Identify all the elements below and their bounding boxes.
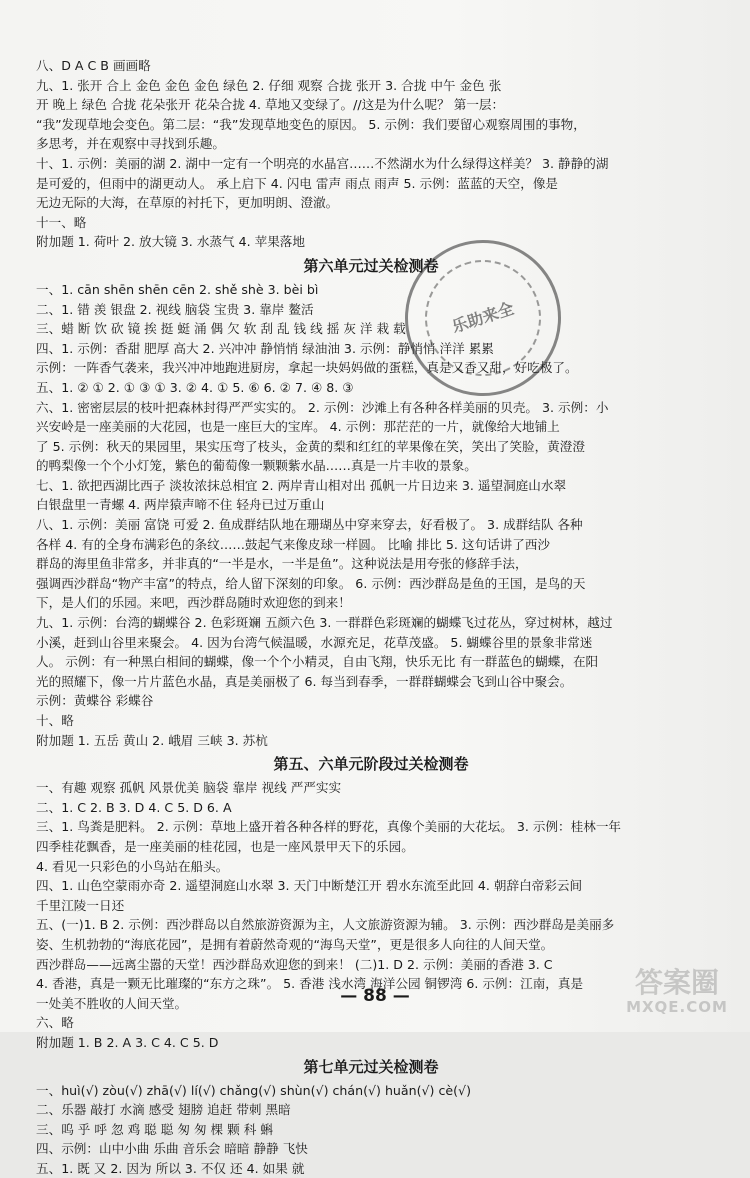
answer-line: 二、乐器 敲打 水滴 感受 翅膀 追赶 带刺 黑暗 <box>36 1100 706 1120</box>
stamp-text: 乐助来全 <box>410 245 556 391</box>
answer-line: 六、略 <box>36 1013 706 1033</box>
answer-line: 一、有趣 观察 孤帆 风景优美 脑袋 靠岸 视线 严严实实 <box>36 778 706 798</box>
answer-line: 一处美不胜收的人间天堂。 <box>36 994 706 1014</box>
answer-line: 4. 香港，真是一颗无比璀璨的“东方之珠”。 5. 香港 浅水湾 海洋公园 铜锣湾 6. 示例：江南，真是 <box>36 974 706 994</box>
answer-line: 三、蜡 断 饮 砍 镜 挨 挺 蜓 涌 偶 欠 软 刮 乱 钱 线 摇 灰 洋 栽 载 <box>36 319 706 339</box>
unit-7-answers-block <box>36 1081 706 1178</box>
answer-line: 多思考，并在观察中寻找到乐趣。 <box>36 134 706 154</box>
answer-line: 了 5. 示例：秋天的果园里，果实压弯了枝头，金黄的梨和红红的苹果像在笑，笑出了笑脸，黄澄澄 <box>36 437 706 457</box>
answer-line: 九、1. 张开 合上 金色 金色 金色 绿色 2. 仔细 观察 合拢 张开 3. 合拢 中午 金色 张 <box>36 76 706 96</box>
answer-line: 四、1. 山色空蒙雨亦奇 2. 遥望洞庭山水翠 3. 天门中断楚江开 碧水东流至此回 4. 朝辞白帝彩云间 <box>36 876 706 896</box>
watermark-logo <box>612 968 742 1016</box>
answer-line: 一、huì(√) zòu(√) zhā(√) lí(√) chǎng(√) shùn(√) chán(√) huǎn(√) cè(√) <box>36 1081 706 1101</box>
watermark-url: MXQE.COM <box>612 998 742 1016</box>
answer-line: 无边无际的大海，在草原的衬托下，更加明朗、澄澈。 <box>36 193 706 213</box>
answer-line: 十、1. 示例：美丽的湖 2. 湖中一定有一个明亮的水晶宫……不然湖水为什么绿得这样美？ 3. 静静的湖 <box>36 154 706 174</box>
section-title-unit-5-6: 第五、六单元阶段过关检测卷 <box>36 752 706 776</box>
answer-line: 兴安岭是一座美丽的大花园，也是一座巨大的宝库。 4. 示例：那茫茫的一片，就像给大地铺上 <box>36 417 706 437</box>
answer-line: 千里江陵一日还 <box>36 896 706 916</box>
answer-line: 4. 看见一只彩色的小鸟站在船头。 <box>36 857 706 877</box>
answer-line: 十、略 <box>36 711 706 731</box>
answer-line: 一、1. cān shēn shēn cēn 2. shě shè 3. bèi bì <box>36 280 706 300</box>
answer-line: 四、示例：山中小曲 乐曲 音乐会 暗暗 静静 飞快 <box>36 1139 706 1159</box>
answer-line: 示例：黄蝶谷 彩蝶谷 <box>36 691 706 711</box>
section-title-unit-7: 第七单元过关检测卷 <box>36 1055 706 1079</box>
page-number: — 88 — <box>0 986 750 1006</box>
answer-line: 姿、生机勃勃的“海底花园”，是拥有着蔚然奇观的“海鸟天堂”，更是很多人向往的人间天堂。 <box>36 935 706 955</box>
answer-line: 各样 4. 有的全身布满彩色的条纹……鼓起气来像皮球一样圆。 比喻 排比 5. 这句话讲了西沙 <box>36 535 706 555</box>
answer-line: 强调西沙群岛“物产丰富”的特点，给人留下深刻的印象。 6. 示例：西沙群岛是鱼的王国，是鸟的天 <box>36 574 706 594</box>
unit-5-answers-block <box>36 56 706 252</box>
answer-line: 四季桂花飘香，是一座美丽的桂花园，也是一座风景甲天下的乐园。 <box>36 837 706 857</box>
answer-content <box>36 56 706 1178</box>
answer-line: 人。 示例：有一种黑白相间的蝴蝶，像一个个小精灵，自由飞翔，快乐无比 有一群蓝色的蝴蝶，在阳 <box>36 652 706 672</box>
watermark-text: 答案圈 <box>635 966 719 999</box>
answer-line: 二、1. 错 羡 银盘 2. 视线 脑袋 宝贵 3. 靠岸 鳌活 <box>36 300 706 320</box>
answer-line: 八、1. 示例：美丽 富饶 可爱 2. 鱼成群结队地在珊瑚丛中穿来穿去，好看极了。 3. 成群结队 各种 <box>36 515 706 535</box>
answer-line: 六、1. 密密层层的枝叶把森林封得严严实实的。 2. 示例：沙滩上有各种各样美丽的贝壳。 3. 示例：小 <box>36 398 706 418</box>
answer-line: 白银盘里一青螺 4. 两岸猿声啼不住 轻舟已过万重山 <box>36 495 706 515</box>
answer-line: 五、1. 既 又 2. 因为 所以 3. 不仅 还 4. 如果 就 <box>36 1159 706 1178</box>
answer-line: 五、1. ② ① 2. ① ③ ① 3. ② 4. ① 5. ⑥ 6. ② 7. ④ 8. ③ <box>36 378 706 398</box>
answer-line: 三、呜 乎 呼 忽 鸡 聪 聪 匆 匆 棵 颗 科 蝌 <box>36 1120 706 1140</box>
answer-line: 光的照耀下，像一片片蓝色水晶，真是美丽极了 6. 每当到春季，一群群蝴蝶会飞到山谷中聚会。 <box>36 672 706 692</box>
answer-line: 四、1. 示例：香甜 肥厚 高大 2. 兴冲冲 静悄悄 绿油油 3. 示例：静悄悄 洋洋 累累 <box>36 339 706 359</box>
answer-line: 附加题 1. 荷叶 2. 放大镜 3. 水蒸气 4. 苹果落地 <box>36 232 706 252</box>
answer-line: 二、1. C 2. B 3. D 4. C 5. D 6. A <box>36 798 706 818</box>
unit-6-answers-block <box>36 280 706 750</box>
answer-line: 开 晚上 绿色 合拢 花朵张开 花朵合拢 4. 草地又变绿了。//这是为什么呢？ 第一层： <box>36 95 706 115</box>
section-title-unit-6: 第六单元过关检测卷 <box>36 254 706 278</box>
answer-line: 附加题 1. B 2. A 3. C 4. C 5. D <box>36 1033 706 1053</box>
answer-line: 七、1. 欲把西湖比西子 淡妆浓抹总相宜 2. 两岸青山相对出 孤帆一片日边来 3. 遥望洞庭山水翠 <box>36 476 706 496</box>
answer-line: 九、1. 示例：台湾的蝴蝶谷 2. 色彩斑斓 五颜六色 3. 一群群色彩斑斓的蝴蝶飞过花丛，穿过树林，越过 <box>36 613 706 633</box>
answer-line: 附加题 1. 五岳 黄山 2. 峨眉 三峡 3. 苏杭 <box>36 731 706 751</box>
answer-line: 下，是人们的乐园。来吧，西沙群岛随时欢迎您的到来！ <box>36 593 706 613</box>
answer-line: 五、(一)1. B 2. 示例：西沙群岛以自然旅游资源为主，人文旅游资源为辅。 3. 示例：西沙群岛是美丽多 <box>36 915 706 935</box>
answer-line: 是可爱的，但雨中的湖更动人。 承上启下 4. 闪电 雷声 雨点 雨声 5. 示例：蓝蓝的天空，像是 <box>36 174 706 194</box>
answer-line: 西沙群岛——远离尘嚣的天堂！西沙群岛欢迎您的到来！ (二)1. D 2. 示例：美丽的香港 3. C <box>36 955 706 975</box>
answer-line: 示例：一阵香气袭来，我兴冲冲地跑进厨房，拿起一块妈妈做的蛋糕，真是又香又甜，好吃极了。 <box>36 358 706 378</box>
answer-line: 的鸭梨像一个个小灯笼，紫色的葡萄像一颗颗紫水晶……真是一片丰收的景象。 <box>36 456 706 476</box>
answer-line: “我”发现草地会变色。第二层：“我”发现草地变色的原因。 5. 示例：我们要留心观察周围的事物， <box>36 115 706 135</box>
answer-line: 八、D A C B 画画略 <box>36 56 706 76</box>
unit-5-6-answers-block <box>36 778 706 1052</box>
answer-line: 小溪，赶到山谷里来聚会。 4. 因为台湾气候温暖，水源充足，花草茂盛。 5. 蝴蝶谷里的景象非常迷 <box>36 633 706 653</box>
answer-line: 群岛的海里鱼非常多，并非真的“一半是水，一半是鱼”。这种说法是用夸张的修辞手法， <box>36 554 706 574</box>
answer-line: 三、1. 鸟粪是肥料。 2. 示例：草地上盛开着各种各样的野花，真像个美丽的大花坛。 3. 示例：桂林一年 <box>36 817 706 837</box>
answer-line: 十一、略 <box>36 213 706 233</box>
